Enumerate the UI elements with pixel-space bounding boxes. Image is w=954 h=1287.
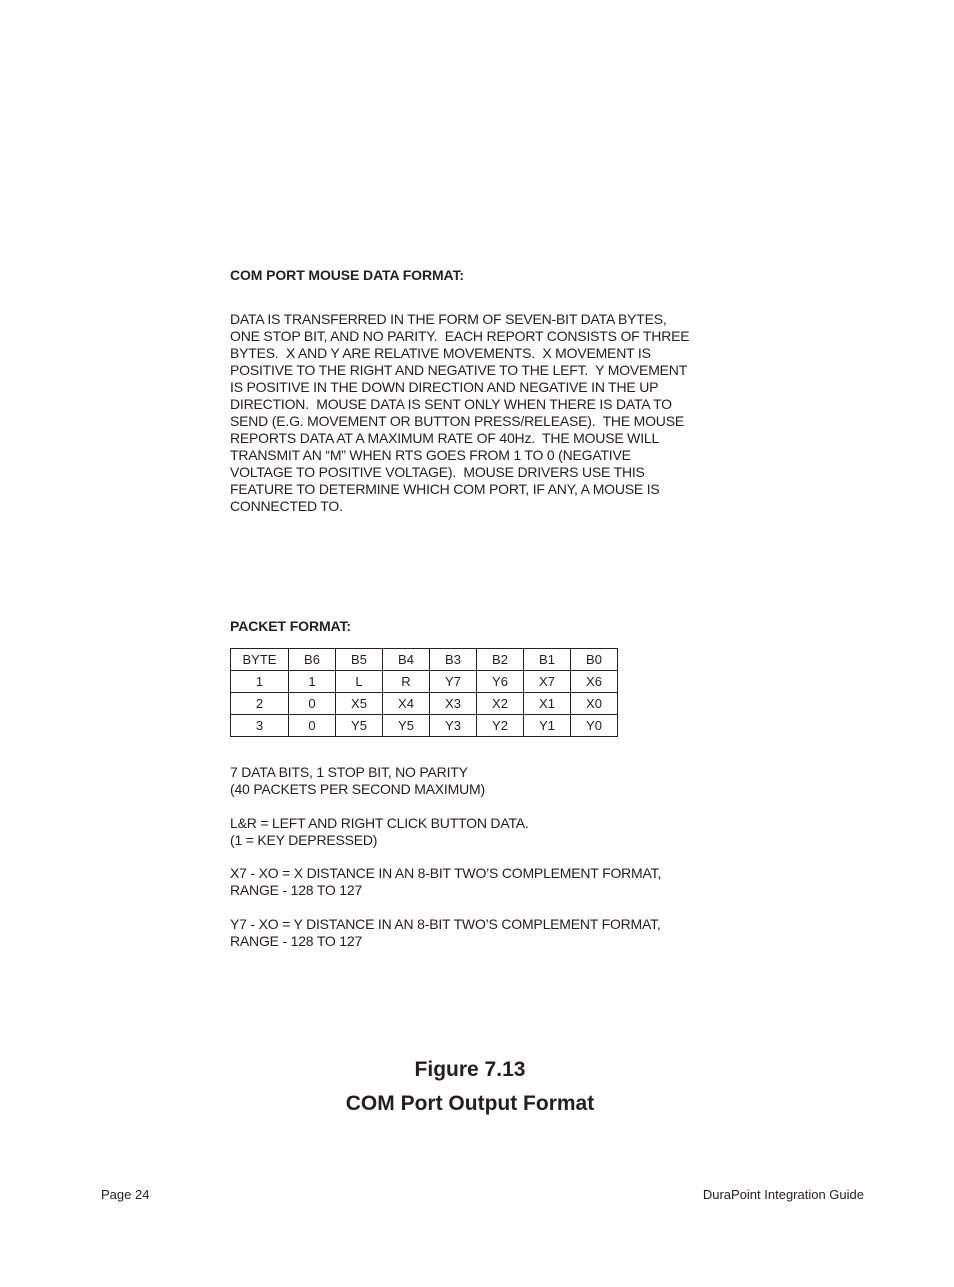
page-number: Page 24 [101,1187,150,1202]
table-header-cell: B0 [571,649,618,671]
table-cell: Y0 [571,715,618,737]
table-cell: Y3 [430,715,477,737]
figure-number: Figure 7.13 [414,1058,526,1081]
table-cell: 3 [231,715,289,737]
packet-note-y-distance: Y7 - XO = Y DISTANCE IN AN 8-BIT TWO’S COMPLEMENT FORMAT, RANGE - 128 TO 127 [230,916,661,949]
table-row [231,715,618,737]
table-cell: 1 [231,671,289,693]
table-cell: Y5 [383,715,430,737]
table-cell: Y2 [477,715,524,737]
table-header-row [231,649,618,671]
mouse-data-format-description: DATA IS TRANSFERRED IN THE FORM OF SEVEN-BIT DATA BYTES, ONE STOP BIT, AND NO PARITY. EACH REPORT CONSISTS OF THREE BYTES. X AND Y ARE RELATIVE MOVEMENTS. X MOVEMENT IS POSITIVE TO THE RIGHT AND NEGATIVE TO THE LEFT. Y MOVEMENT IS POSITIVE IN THE DOWN DIRECTION AND NEGATIVE IN THE UP DIRECTION. MOUSE DATA IS SENT ONLY WHEN THERE IS DATA TO SEND (E.G. MOVEMENT OR BUTTON PRESS/RELEASE). THE MOUSE REPORTS DATA AT A MAXIMUM RATE OF 40Hz. THE MOUSE WILL TRANSMIT AN “M” WHEN RTS GOES FROM 1 TO 0 (NEGATIVE VOLTAGE TO POSITIVE VOLTAGE). MOUSE DRIVERS USE THIS FEATURE TO DETERMINE WHICH COM PORT, IF ANY, A MOUSE IS CONNECTED TO. [230,311,690,514]
table-cell: X6 [571,671,618,693]
table-cell: 0 [289,693,336,715]
table-header-cell: B6 [289,649,336,671]
figure-title: COM Port Output Format [345,1092,595,1115]
table-cell: 0 [289,715,336,737]
table-cell: X7 [524,671,571,693]
table-cell: X2 [477,693,524,715]
table-cell: X5 [336,693,383,715]
table-cell: Y6 [477,671,524,693]
table-cell: Y7 [430,671,477,693]
table-cell: Y5 [336,715,383,737]
table-cell: R [383,671,430,693]
table-header-cell: B3 [430,649,477,671]
table-row [231,671,618,693]
table-cell: 1 [289,671,336,693]
document-title: DuraPoint Integration Guide [702,1187,864,1202]
table-row [231,693,618,715]
table-header-cell: B1 [524,649,571,671]
table-cell: L [336,671,383,693]
packet-format-heading: PACKET FORMAT: [230,618,351,634]
table-cell: X0 [571,693,618,715]
table-cell: X1 [524,693,571,715]
packet-note-data-bits: 7 DATA BITS, 1 STOP BIT, NO PARITY (40 PACKETS PER SECOND MAXIMUM) [230,764,485,797]
mouse-data-format-heading: COM PORT MOUSE DATA FORMAT: [230,267,464,283]
table-header-cell: BYTE [231,649,289,671]
table-header-cell: B4 [383,649,430,671]
table-cell: 2 [231,693,289,715]
packet-note-buttons: L&R = LEFT AND RIGHT CLICK BUTTON DATA. (1 = KEY DEPRESSED) [230,815,529,848]
table-cell: X4 [383,693,430,715]
packet-note-x-distance: X7 - XO = X DISTANCE IN AN 8-BIT TWO’S COMPLEMENT FORMAT, RANGE - 128 TO 127 [230,865,662,898]
packet-format-table [230,648,618,737]
table-header-cell: B5 [336,649,383,671]
table-header-cell: B2 [477,649,524,671]
table-cell: Y1 [524,715,571,737]
table-cell: X3 [430,693,477,715]
